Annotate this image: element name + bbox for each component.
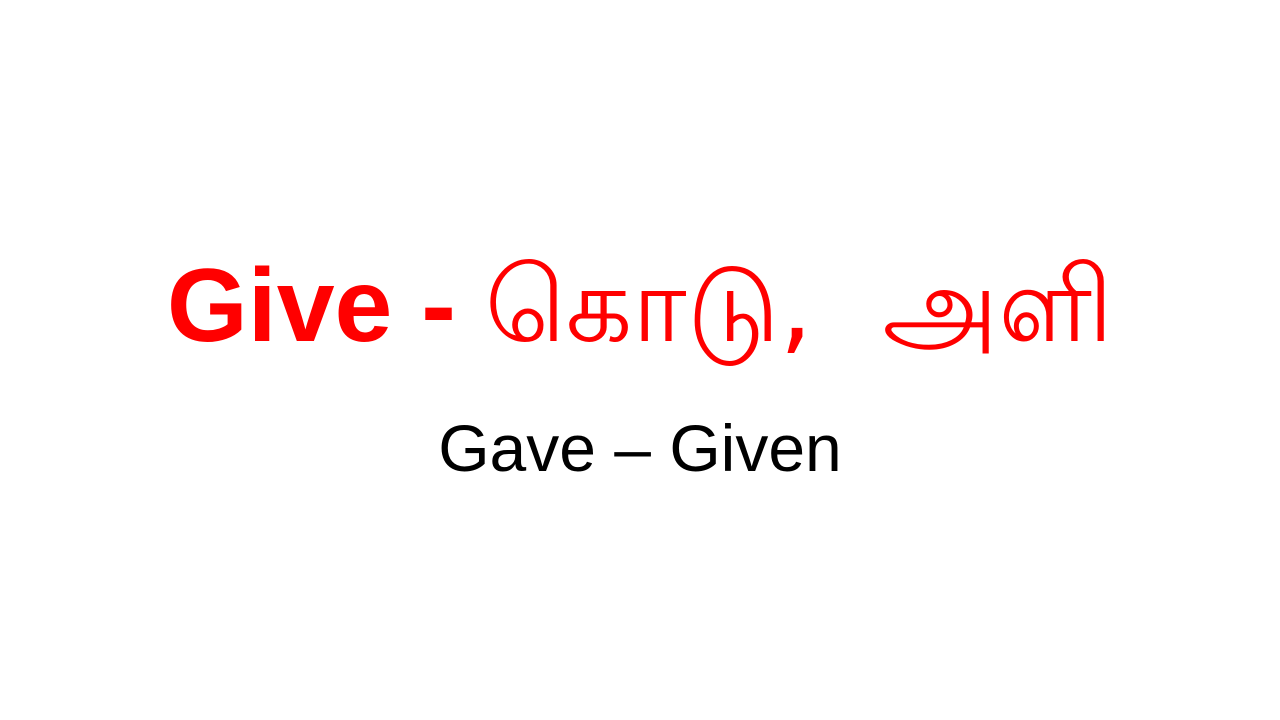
headline-meaning-1: கொடு, <box>484 244 813 366</box>
headline <box>0 240 1280 371</box>
verb-forms: Gave – Given <box>438 411 842 485</box>
headline-meaning-2: அளி <box>882 244 1114 366</box>
headline-separator: - <box>421 248 456 364</box>
headline-word: Give <box>166 248 393 364</box>
